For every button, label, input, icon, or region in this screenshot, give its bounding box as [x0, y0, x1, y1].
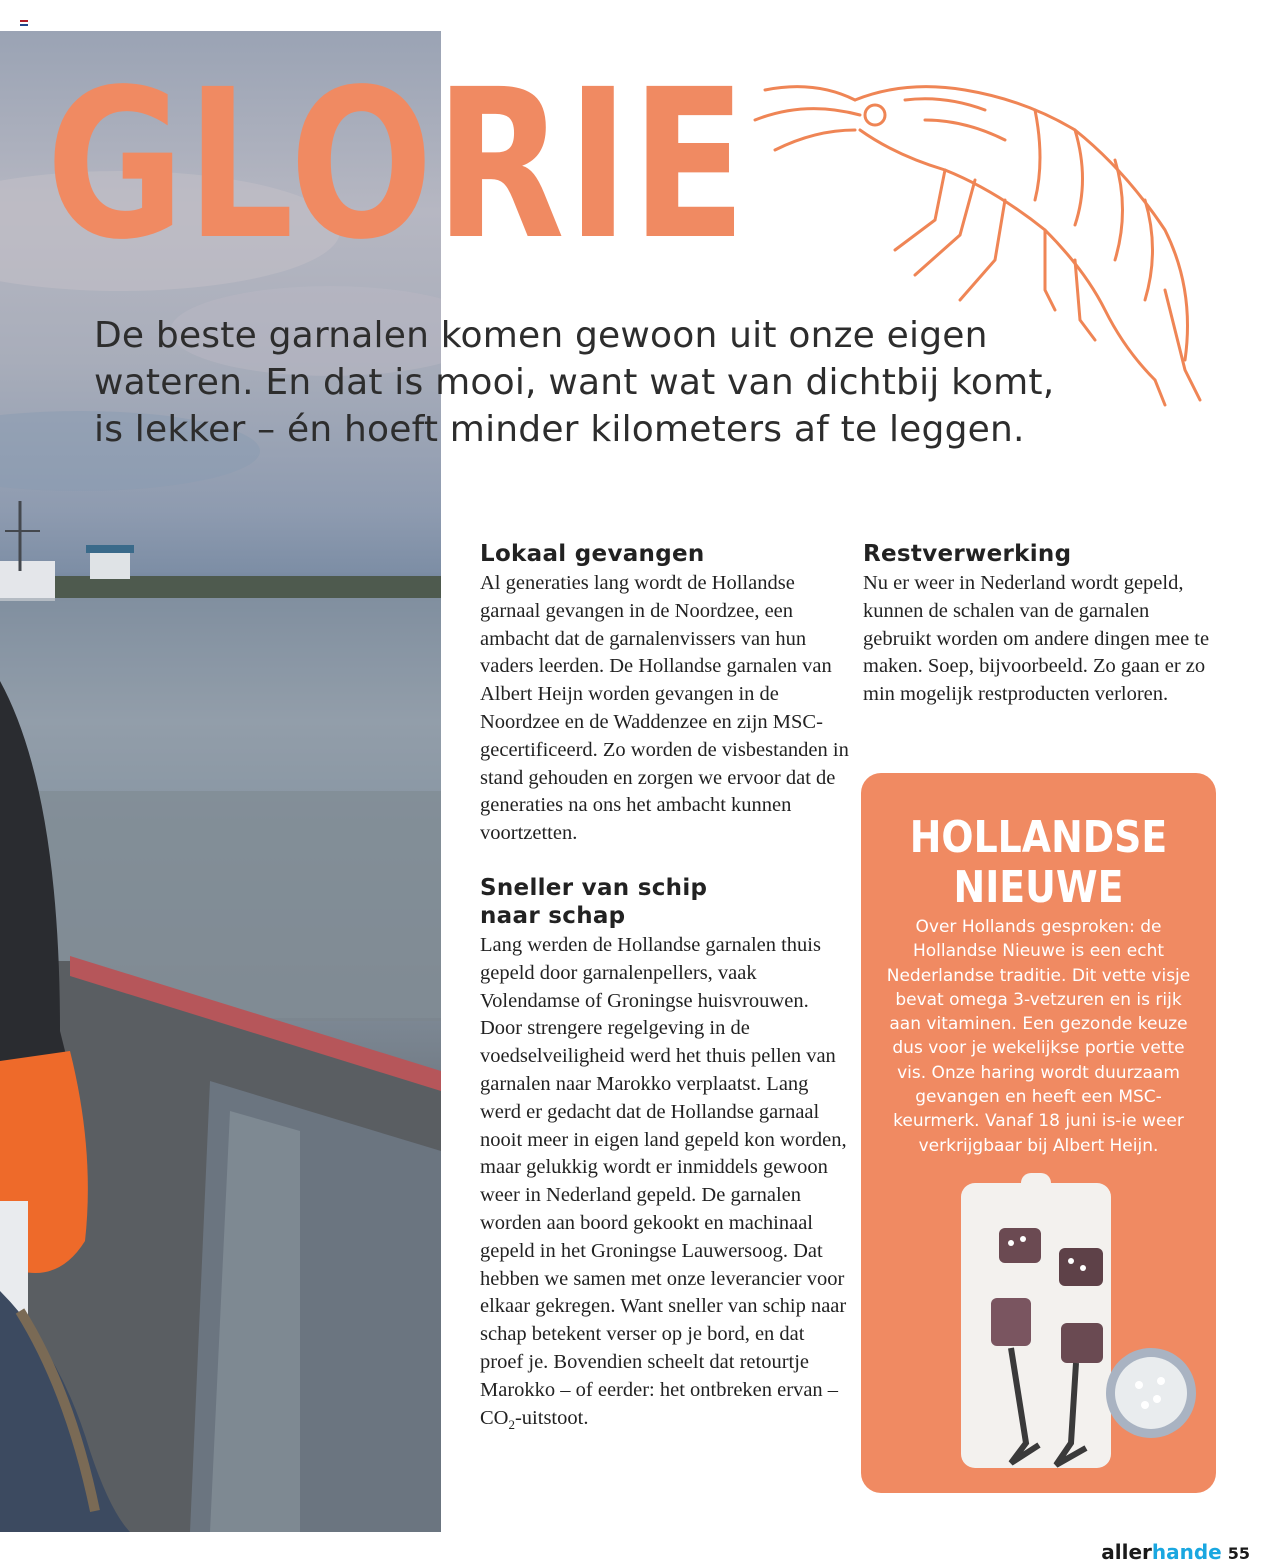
section-rest	[863, 540, 1218, 709]
hollandse-nieuwe-box	[861, 773, 1216, 1493]
box-body: Over Hollands gesproken: de Hollandse Nieuwe is een echt Nederlandse traditie. Dit vette visje bevat omega 3-vetzuren en is rijk aan vitaminen. Een gezonde keuze dus voor je wekelijkse portie vette vis. Onze haring wordt duurzaam gevangen en heeft een MSC-keurmerk. Vanaf 18 juni is-ie weer verkrijgbaar bij Albert Heijn.	[886, 917, 1191, 1156]
flag-icon	[20, 20, 28, 26]
section-body: Lang werden de Hollandse garnalen thuis gepeld door garnalenpellers, vaak Volendamse of Groningse huisvrouwen. Door strengere regelgeving in de voedselveiligheid werd het thuis pellen van garnalen naar Marokko verplaatst. Lang werd er gedacht dat de Hollandse garnaal nooit meer in eigen land gepeld kon worden, maar gelukkig wordt er inmiddels gewoon weer in Nederland gepeld. De garnalen worden aan boord gekookt en machinaal gepeld in het Groningse Lauwersoog. Dat hebben we samen met onze leverancier voor elkaar gekregen. Want sneller van schip naar schap betekent verser op je bord, en dat proef je. Bovendien scheelt dat retourtje Marokko – of eerder: het ontbreken ervan – $CO_2$-uitstoot.	[480, 934, 847, 1432]
section-heading: Sneller van schip naar schap	[480, 875, 708, 929]
footer	[1101, 1540, 1250, 1566]
page-title: GLORIE	[46, 45, 749, 285]
page-number: 55	[1227, 1544, 1250, 1563]
intro-text: De beste garnalen komen gewoon uit onze eigen wateren. En dat is mooi, want wat van dichtbij komt, is lekker – én hoeft minder kilometers af te leggen.	[94, 315, 1055, 450]
herring-photo	[861, 1173, 1216, 1493]
section-sneller	[480, 874, 852, 1438]
section-body: Nu er weer in Nederland wordt gepeld, kunnen de schalen van de garnalen gebruikt worden om andere dingen mee te maken. Soep, bijvoorbeeld. Zo gaan er zo min mogelijk restproducten verloren.	[863, 572, 1210, 706]
section-body: Al generaties lang wordt de Hollandse garnaal gevangen in de Noordzee, een ambacht dat de garnalenvissers van hun vaders leerden. De Hollandse garnalen van Albert Heijn worden gevangen in de Noordzee en de Waddenzee en zijn MSC-gecertificeerd. Zo worden de visbestanden in stand gehouden en zorgen we ervoor dat de generaties na ons het ambacht kunnen voortzetten.	[480, 572, 849, 845]
section-heading: Restverwerking	[863, 541, 1072, 567]
brand-logo-accent: hande	[1151, 1540, 1222, 1564]
box-title: HOLLANDSE NIEUWE	[909, 812, 1168, 913]
section-heading: Lokaal gevangen	[480, 541, 705, 567]
brand-logo: aller	[1101, 1540, 1152, 1564]
section-lokaal	[480, 540, 852, 848]
